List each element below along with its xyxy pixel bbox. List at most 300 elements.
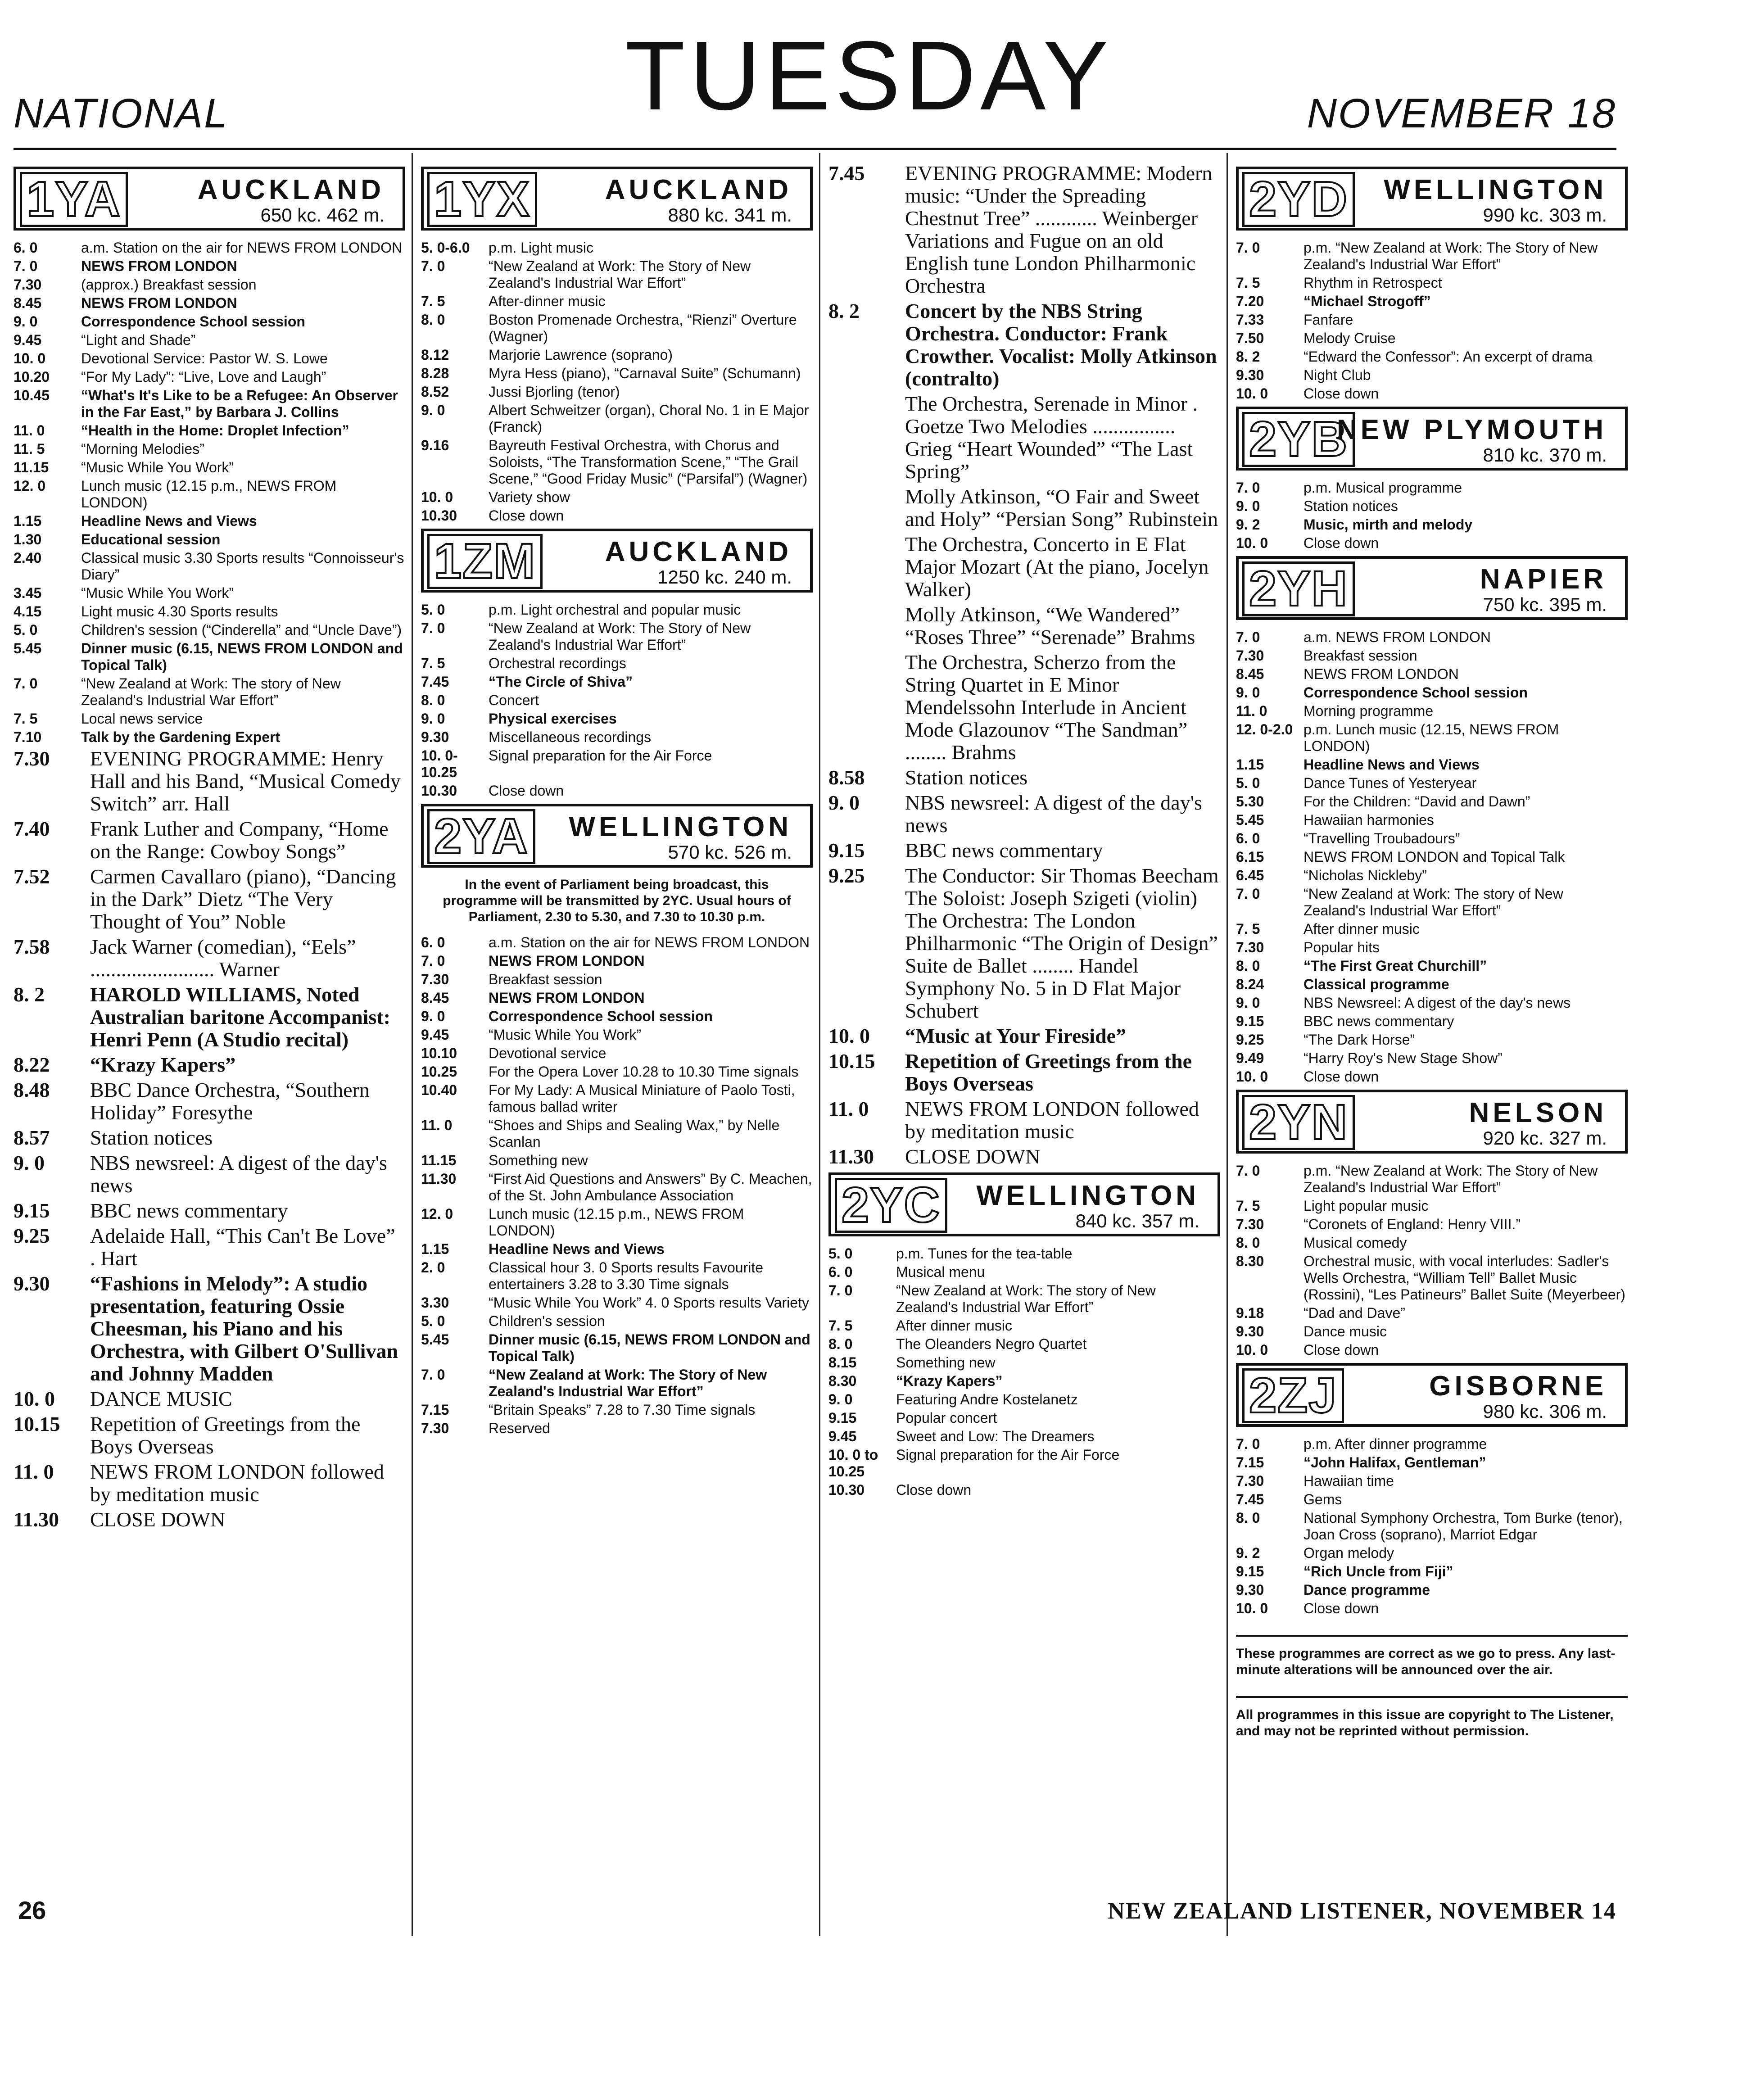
programme-title: p.m. Light orchestral and popular music (489, 602, 741, 618)
programme-time: 8.12 (421, 347, 449, 363)
programme-title: “The Circle of Shiva” (489, 674, 633, 690)
programme-time: 4.15 (14, 603, 42, 620)
programme-item (14, 675, 405, 709)
programme-time: 8.48 (14, 1078, 50, 1101)
programme-time: 5.45 (1236, 812, 1264, 828)
station-frequency: 810 kc. 370 m. (1483, 444, 1607, 466)
programme-time: 9.30 (421, 729, 449, 745)
programme-item (1236, 275, 1628, 291)
programme-time: 7.52 (14, 865, 50, 888)
programme-item (1236, 867, 1628, 884)
programme-time: 5. 0 (421, 602, 445, 618)
programme-time: 10.45 (14, 387, 50, 403)
programme-title: Dinner music (6.15, NEWS FROM LONDON and Topical Talk) (489, 1331, 810, 1364)
programme-item (1236, 666, 1628, 683)
programme-time: 8. 0 (1236, 1510, 1260, 1526)
station-city: GISBORNE (1429, 1371, 1607, 1402)
programme-time: 7.15 (421, 1402, 449, 1418)
programme-item (1236, 1436, 1628, 1453)
programme-title: Educational session (81, 531, 221, 548)
station-callsign: 2YH (1242, 561, 1355, 616)
station-header (421, 804, 813, 868)
programme-title: Talk by the Gardening Expert (81, 729, 281, 745)
programme-item (14, 276, 405, 293)
programme-item (421, 1313, 813, 1330)
programme-item (421, 783, 813, 799)
station-header (1236, 167, 1628, 231)
programme-time: 6.45 (1236, 867, 1264, 883)
programme-time: 8. 0 (421, 692, 445, 708)
programme-time: 3.45 (14, 585, 42, 601)
programme-time: 5.30 (1236, 793, 1264, 810)
programme-title: “John Halifax, Gentleman” (1304, 1454, 1486, 1471)
programme-title: National Symphony Orchestra, Tom Burke (tenor), Joan Cross (soprano), Marriot Edgar (1304, 1510, 1623, 1543)
programme-title: Dance programme (1304, 1582, 1430, 1598)
programme-time: 8. 0 (1236, 1235, 1260, 1251)
programme-time: 7. 0 (421, 258, 445, 274)
programme-item (421, 729, 813, 746)
programme-time (828, 533, 905, 601)
programme-time: 10.10 (421, 1045, 457, 1061)
programme-title: “What's It's Like to be a Refugee: An Observer in the Far East,” by Barbara J. Collins (81, 387, 398, 420)
programme-time: 5. 0 (828, 1245, 853, 1262)
programme-item (828, 1428, 1220, 1445)
programme-item (14, 747, 405, 815)
programme-item (1236, 1050, 1628, 1067)
header-rule (14, 148, 1616, 150)
programme-item (1236, 1032, 1628, 1048)
programme-time: 7.45 (421, 674, 449, 690)
programme-item (14, 459, 405, 476)
programme-title: Orchestral recordings (489, 655, 626, 671)
programme-item (14, 387, 405, 421)
programme-item (14, 332, 405, 348)
programme-item (1236, 721, 1628, 755)
programme-item (421, 240, 813, 256)
programme-item (421, 312, 813, 345)
programme-time: 8.30 (1236, 1253, 1264, 1269)
programme-time: 5.45 (14, 640, 42, 656)
programme-time: 8. 0 (1236, 958, 1260, 974)
column-divider (1227, 153, 1228, 1936)
programme-time: 2. 0 (421, 1259, 445, 1276)
station-city: WELLINGTON (569, 811, 792, 842)
programme-time: 8. 0 (421, 312, 445, 328)
programme-item (421, 711, 813, 727)
programme-time: 7. 5 (1236, 921, 1260, 937)
programme-item (828, 766, 1220, 789)
programme-item (1236, 1305, 1628, 1322)
station-header (1236, 1363, 1628, 1427)
programme-item (1236, 756, 1628, 773)
programme-item (1236, 1216, 1628, 1233)
programme-title: Reserved (489, 1420, 550, 1436)
programme-title: EVENING PROGRAMME: Henry Hall and his Band, “Musical Comedy Switch” arr. Hall (90, 747, 401, 815)
programme-time: 7.30 (1236, 1216, 1264, 1232)
programme-item (828, 1098, 1220, 1143)
programme-item (1236, 1163, 1628, 1196)
programme-item (828, 651, 1220, 764)
programme-item (421, 934, 813, 951)
programme-title: Melody Cruise (1304, 330, 1396, 346)
programme-item (421, 953, 813, 969)
programme-title: Light popular music (1304, 1198, 1429, 1214)
programme-item (421, 655, 813, 672)
programme-item (14, 513, 405, 530)
programme-title: Frank Luther and Company, “Home on the Range: Cowboy Songs” (90, 817, 389, 863)
programme-title: BBC Dance Orchestra, “Southern Holiday” Foresythe (90, 1078, 370, 1124)
programme-item (828, 1447, 1220, 1480)
programme-title: Classical programme (1304, 976, 1449, 992)
programme-time: 5. 0 (1236, 775, 1260, 791)
programme-title: Morning programme (1304, 703, 1434, 719)
programme-title: “Britain Speaks” 7.28 to 7.30 Time signals (489, 1402, 756, 1418)
programme-item (1236, 886, 1628, 919)
programme-time: 10.20 (14, 369, 50, 385)
programme-time: 9.49 (1236, 1050, 1264, 1066)
programme-title: Musical menu (896, 1264, 985, 1280)
programme-time: 7.15 (1236, 1454, 1264, 1471)
programme-item (828, 1391, 1220, 1408)
programme-item (1236, 1342, 1628, 1358)
programme-item (421, 437, 813, 487)
programme-title: “New Zealand at Work: The story of New Zealand's Industrial War Effort” (896, 1282, 1156, 1315)
programme-item (1236, 812, 1628, 828)
programme-item (1236, 330, 1628, 347)
programme-time: 5. 0 (14, 622, 38, 638)
programme-item (1236, 939, 1628, 956)
programme-title: Gems (1304, 1491, 1342, 1507)
programme-time: 10. 0 (828, 1024, 870, 1047)
programme-item (421, 747, 813, 781)
programme-title: Light music 4.30 Sports results (81, 603, 278, 620)
programme-title: Something new (489, 1152, 588, 1168)
programme-item (421, 347, 813, 363)
station-header (421, 529, 813, 593)
programme-item (421, 971, 813, 988)
programme-title: Signal preparation for the Air Force (896, 1447, 1120, 1463)
programme-item (828, 1264, 1220, 1281)
programme-time: 9.15 (1236, 1563, 1264, 1580)
programme-time: 10. 0 (14, 1387, 55, 1410)
programme-time: 9.25 (14, 1224, 50, 1247)
date-label: NOVEMBER 18 (1307, 91, 1616, 136)
programme-title: After dinner music (896, 1317, 1012, 1334)
programme-item (1236, 1068, 1628, 1085)
programme-title: Night Club (1304, 367, 1371, 383)
programme-time: 1.15 (421, 1241, 449, 1257)
programme-item (14, 1199, 405, 1222)
station-city: AUCKLAND (197, 174, 385, 205)
programme-item (1236, 1253, 1628, 1303)
programme-title: NEWS FROM LONDON and Topical Talk (1304, 849, 1565, 865)
programme-item (1236, 793, 1628, 810)
programme-time: 9.45 (14, 332, 42, 348)
programme-time: 9. 0 (14, 1151, 45, 1174)
programme-item (828, 162, 1220, 297)
programme-title: “The Dark Horse” (1304, 1032, 1415, 1048)
programme-time: 6. 0 (828, 1264, 853, 1280)
programme-title: The Conductor: Sir Thomas Beecham The Soloist: Joseph Szigeti (violin) The Orchestra: The London Philharmonic “The Origin of Design” Suite de Ballet ........ Handel Symphony No. 5 in D Flat Major Schubert (905, 864, 1219, 1022)
programme-title: Albert Schweitzer (organ), Choral No. 1 in E Major (Franck) (489, 402, 809, 435)
programme-title: “Coronets of England: Henry VIII.” (1304, 1216, 1521, 1232)
programme-title: (approx.) Breakfast session (81, 276, 257, 293)
programme-item (421, 489, 813, 506)
programme-title: Physical exercises (489, 711, 617, 727)
programme-item (1236, 480, 1628, 496)
station-frequency: 920 kc. 327 m. (1483, 1127, 1607, 1149)
programme-item (14, 295, 405, 312)
programme-time (828, 485, 905, 530)
programme-time: 8.58 (828, 766, 865, 789)
programme-time: 7. 5 (14, 711, 38, 727)
programme-time: 7. 0 (421, 953, 445, 969)
programme-time: 8.15 (828, 1354, 857, 1371)
programme-item (14, 1225, 405, 1270)
programme-time: 10.15 (828, 1050, 875, 1073)
programme-time: 7. 5 (1236, 1198, 1260, 1214)
programme-item (421, 1027, 813, 1043)
programme-time: 7. 0 (14, 258, 38, 274)
programme-title: Close down (896, 1482, 972, 1498)
programme-title: Myra Hess (piano), “Carnaval Suite” (Schumann) (489, 365, 801, 381)
programme-title: “Music While You Work” (489, 1027, 642, 1043)
programme-title: p.m. Lunch music (12.15, NEWS FROM LONDON) (1304, 721, 1559, 754)
page-number: 26 (18, 1896, 46, 1924)
programme-item (14, 622, 405, 638)
programme-item (1236, 1582, 1628, 1598)
programme-item (1236, 775, 1628, 792)
programme-title: After-dinner music (489, 293, 606, 309)
parliament-note: In the event of Parliament being broadcast, this programme will be transmitted by 2YC. Usual hours of Parliament, 2.30 to 5.30, and 7.30 to 10.30 p.m. (443, 877, 791, 924)
programme-title: “Michael Strogoff” (1304, 293, 1431, 309)
programme-time: 12. 0 (14, 478, 46, 494)
programme-item (828, 393, 1220, 483)
programme-time: 11. 0 (14, 422, 45, 439)
programme-title: Dance Tunes of Yesteryear (1304, 775, 1477, 791)
programme-title: a.m. Station on the air for NEWS FROM LONDON (81, 240, 403, 256)
column-divider (412, 153, 413, 1936)
station-frequency: 650 kc. 462 m. (260, 204, 385, 226)
programme-title: “Music While You Work” 4. 0 Sports results Variety (489, 1294, 809, 1311)
programme-title: “New Zealand at Work: The Story of New Zealand's Industrial War Effort” (489, 1367, 767, 1399)
programme-time: 7. 5 (421, 293, 445, 309)
programme-time: 7.30 (1236, 647, 1264, 664)
programme-item (1236, 348, 1628, 365)
station-city: AUCKLAND (605, 174, 792, 205)
column-2 (421, 162, 813, 1439)
programme-item (1236, 684, 1628, 701)
station-city: NAPIER (1480, 564, 1607, 595)
programme-time: 10.30 (421, 783, 457, 799)
programme-time: 7.40 (14, 817, 50, 840)
programme-title: For the Opera Lover 10.28 to 10.30 Time signals (489, 1064, 799, 1080)
programme-title: “New Zealand at Work: The story of New Zealand's Industrial War Effort” (1304, 886, 1563, 919)
programme-item (14, 550, 405, 583)
programme-time: 9.45 (828, 1428, 857, 1444)
programme-title: Lunch music (12.15 p.m., NEWS FROM LONDON) (489, 1206, 744, 1239)
programme-time: 11. 5 (14, 441, 45, 457)
programme-title: NBS Newsreel: A digest of the day's news (1304, 995, 1571, 1011)
programme-item (14, 640, 405, 674)
programme-time: 10. 0 (1236, 1600, 1268, 1616)
programme-title: “New Zealand at Work: The Story of New Zealand's Industrial War Effort” (489, 258, 751, 291)
programme-title: Correspondence School session (1304, 684, 1528, 701)
programme-title: After dinner music (1304, 921, 1420, 937)
programme-item (828, 1354, 1220, 1371)
programme-time: 10. 0 (1236, 1342, 1268, 1358)
programme-time: 8.28 (421, 365, 449, 381)
programme-title: NBS newsreel: A digest of the day's news (90, 1151, 387, 1197)
programme-item (828, 603, 1220, 648)
programme-item (421, 402, 813, 435)
programme-title: “Dad and Dave” (1304, 1305, 1405, 1321)
station-callsign: 1YX (427, 172, 537, 227)
programme-title: “Music While You Work” (81, 459, 234, 475)
programme-title: Close down (1304, 1342, 1379, 1358)
programme-title: NEWS FROM LONDON followed by meditation music (905, 1097, 1199, 1143)
programme-title: Repetition of Greetings from the Boys Overseas (905, 1050, 1192, 1095)
programme-time: 7. 0 (1236, 629, 1260, 645)
programme-title: Children's session (489, 1313, 605, 1329)
programme-title: Hawaiian time (1304, 1473, 1394, 1489)
programme-time: 8.45 (14, 295, 42, 311)
station-frequency: 840 kc. 357 m. (1075, 1210, 1199, 1231)
programme-time: 7. 0 (421, 1367, 445, 1383)
programme-time: 9. 0 (828, 791, 860, 814)
programme-item (421, 1064, 813, 1080)
programme-item (1236, 976, 1628, 993)
programme-item (421, 1367, 813, 1400)
programme-title: Close down (1304, 535, 1379, 551)
programme-title: Something new (896, 1354, 996, 1371)
programme-title: Local news service (81, 711, 203, 727)
programme-title: p.m. “New Zealand at Work: The Story of New Zealand's Industrial War Effort” (1304, 1163, 1598, 1195)
programme-time: 9.25 (828, 864, 865, 887)
programme-item (14, 1054, 405, 1076)
programme-item (1236, 385, 1628, 402)
programme-item (14, 478, 405, 511)
programme-item (421, 507, 813, 524)
programme-item (828, 533, 1220, 601)
programme-time: 10. 0 (1236, 1068, 1268, 1085)
programme-item (14, 983, 405, 1051)
programme-title: Dance music (1304, 1323, 1387, 1340)
programme-item (1236, 1454, 1628, 1471)
station-header (421, 167, 813, 231)
programme-time: 3.30 (421, 1294, 449, 1311)
programme-item (1236, 1510, 1628, 1543)
programme-time: 2.40 (14, 550, 42, 566)
programme-title: “First Aid Questions and Answers” By C. Meachen, of the St. John Ambulance Association (489, 1171, 812, 1204)
programme-item (1236, 995, 1628, 1011)
programme-item (14, 729, 405, 746)
programme-time: 9.15 (828, 839, 865, 862)
programme-item (1236, 1235, 1628, 1251)
programme-item (421, 293, 813, 310)
programme-time: 9. 0 (1236, 684, 1260, 701)
programme-item (421, 1045, 813, 1062)
programme-title: “For My Lady”: “Live, Love and Laugh” (81, 369, 326, 385)
programme-item (14, 818, 405, 863)
programme-title: BBC news commentary (90, 1199, 288, 1222)
programme-item (1236, 1198, 1628, 1214)
programme-item (828, 864, 1220, 1022)
programme-title: BBC news commentary (1304, 1013, 1454, 1029)
programme-item (1236, 1545, 1628, 1561)
programme-time: 9.18 (1236, 1305, 1264, 1321)
programme-time: 8.22 (14, 1053, 50, 1076)
programme-title: Molly Atkinson, “O Fair and Sweet and Holy” “Persian Song” Rubinstein (905, 485, 1218, 530)
programme-item (1236, 1600, 1628, 1617)
programme-time (828, 393, 905, 483)
programme-title: NEWS FROM LONDON followed by meditation music (90, 1460, 384, 1506)
programme-title: Variety show (489, 489, 570, 505)
programme-time: 9.15 (14, 1199, 50, 1222)
programme-time: 8.52 (421, 384, 449, 400)
programme-time: 9. 0 (421, 711, 445, 727)
programme-time: 6. 0 (14, 240, 38, 256)
programme-time: 7.50 (1236, 330, 1264, 346)
programme-item (1236, 367, 1628, 384)
programme-time: 8.45 (1236, 666, 1264, 682)
programme-time: 7.30 (14, 276, 42, 293)
programme-item (421, 1259, 813, 1293)
programme-title: Jussi Bjorling (tenor) (489, 384, 620, 400)
programme-time: 8. 2 (14, 983, 45, 1006)
programme-title: Featuring Andre Kostelanetz (896, 1391, 1078, 1408)
programme-time: 11.30 (14, 1508, 59, 1531)
station-callsign: 2ZJ (1242, 1368, 1344, 1423)
station-callsign: 2YA (427, 809, 535, 864)
programme-item (828, 792, 1220, 837)
programme-time: 8.57 (14, 1126, 50, 1149)
programme-title: Miscellaneous recordings (489, 729, 652, 745)
programme-item (421, 1331, 813, 1365)
programme-title: “New Zealand at Work: The Story of New Zealand's Industrial War Effort” (489, 620, 751, 653)
programme-title: “Harry Roy's New Stage Show” (1304, 1050, 1503, 1066)
programme-title: Molly Atkinson, “We Wandered” “Roses Three” “Serenade” Brahms (905, 603, 1195, 648)
programme-title: BBC news commentary (905, 839, 1103, 862)
programme-title: Popular concert (896, 1410, 997, 1426)
programme-title: p.m. Tunes for the tea-table (896, 1245, 1073, 1262)
programme-title: “Morning Melodies” (81, 441, 204, 457)
programme-title: Jack Warner (comedian), “Eels” ........................ Warner (90, 935, 356, 981)
programme-title: Hawaiian harmonies (1304, 812, 1434, 828)
programme-title: Music, mirth and melody (1304, 516, 1473, 533)
station-frequency: 980 kc. 306 m. (1483, 1401, 1607, 1422)
programme-item (421, 674, 813, 690)
programme-item (14, 1413, 405, 1458)
programme-time: 10.15 (14, 1412, 60, 1435)
programme-title: Headline News and Views (81, 513, 257, 529)
programme-time: 7.45 (1236, 1491, 1264, 1507)
programme-title: NEWS FROM LONDON (489, 990, 645, 1006)
programme-item (421, 1206, 813, 1239)
programme-time: 11. 0 (828, 1097, 869, 1120)
programme-item (14, 258, 405, 275)
programme-title: Headline News and Views (489, 1241, 665, 1257)
programme-time: 7. 0 (1236, 240, 1260, 256)
programme-item (14, 369, 405, 385)
page-title: TUESDAY (625, 21, 1113, 131)
programme-title: “Edward the Confessor”: An excerpt of drama (1304, 348, 1593, 365)
programme-time: 11. 0 (1236, 703, 1267, 719)
programme-time: 10. 0 (1236, 535, 1268, 551)
programme-title: Devotional Service: Pastor W. S. Lowe (81, 350, 328, 367)
programme-title: Marjorie Lawrence (soprano) (489, 347, 673, 363)
station-city: NEW PLYMOUTH (1336, 414, 1607, 445)
